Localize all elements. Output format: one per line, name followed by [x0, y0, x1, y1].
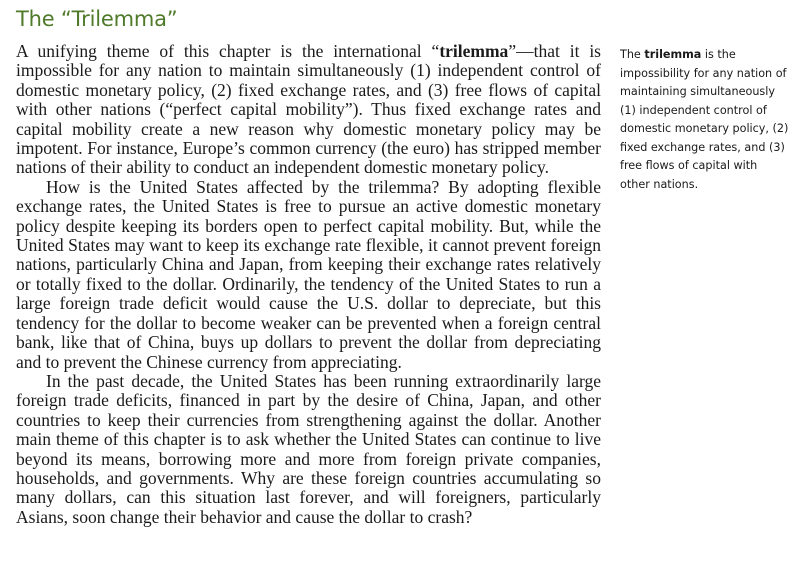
section-heading: The “Trilemma” [16, 7, 178, 31]
margin-note-term: trilemma [644, 48, 702, 61]
margin-note-prefix: The [620, 48, 645, 61]
margin-definition-text [620, 46, 790, 194]
paragraph-3: In the past decade, the United States has been running extraordinarily large foreign trade deficits, financed in part by the desire of China, Japan, and other countries to keep their currencies from strengthening against the dollar. Another main theme of this chapter is to ask whether the United States can continue to live beyond its means, borrowing more and more from foreign private companies, households, and governments. Why are these foreign countries accumulating so many dollars, can this situation last forever, and will foreigners, particularly Asians, soon change their behavior and cause the dollar to crash? [16, 370, 601, 527]
paragraph-1-body: ”—that it is impossible for any nation to maintain simultaneously (1) independent control of domestic monetary policy, (2) fixed exchange rates, and (3) free flows of capital with other nations (“perfect capital mobility”). Thus fixed exchange rates and capital mobility create a new reason why domestic monetary policy may be impotent. For instance, Europe’s common currency (the euro) has stripped member nations of their ability to conduct an independent domestic monetary policy. [16, 41, 601, 178]
key-term-trilemma: trilemma [439, 41, 509, 61]
paragraph-1 [16, 42, 601, 178]
main-text-column [16, 42, 601, 527]
margin-definition [620, 46, 790, 194]
margin-note-definition: is the impossibility for any nation of maintaining simultaneously (1) independent control of domestic monetary policy, (2) fixed exchange rates, and (3) free flows of capital with other nations. [620, 48, 789, 191]
paragraph-1-intro: A unifying theme of this chapter is the international “ [16, 41, 440, 61]
paragraph-2: How is the United States affected by the trilemma? By adopting flexible exchange rates, the United States is free to pursue an active domestic monetary policy despite keeping its borders open to perfect capital mobility. But, while the United States may want to keep its exchange rate flexible, it cannot prevent foreign nations, particularly China and Japan, from keeping their exchange rates relatively or totally fixed to the dollar. Ordinarily, the tendency of the United States to run a large foreign trade deficit would cause the U.S. dollar to depreciate, but this tendency for the dollar to become weaker can be prevented when a foreign central bank, like that of China, buys up dollars to prevent the dollar from depreciating and to prevent the Chinese currency from appreciating. [16, 176, 601, 372]
